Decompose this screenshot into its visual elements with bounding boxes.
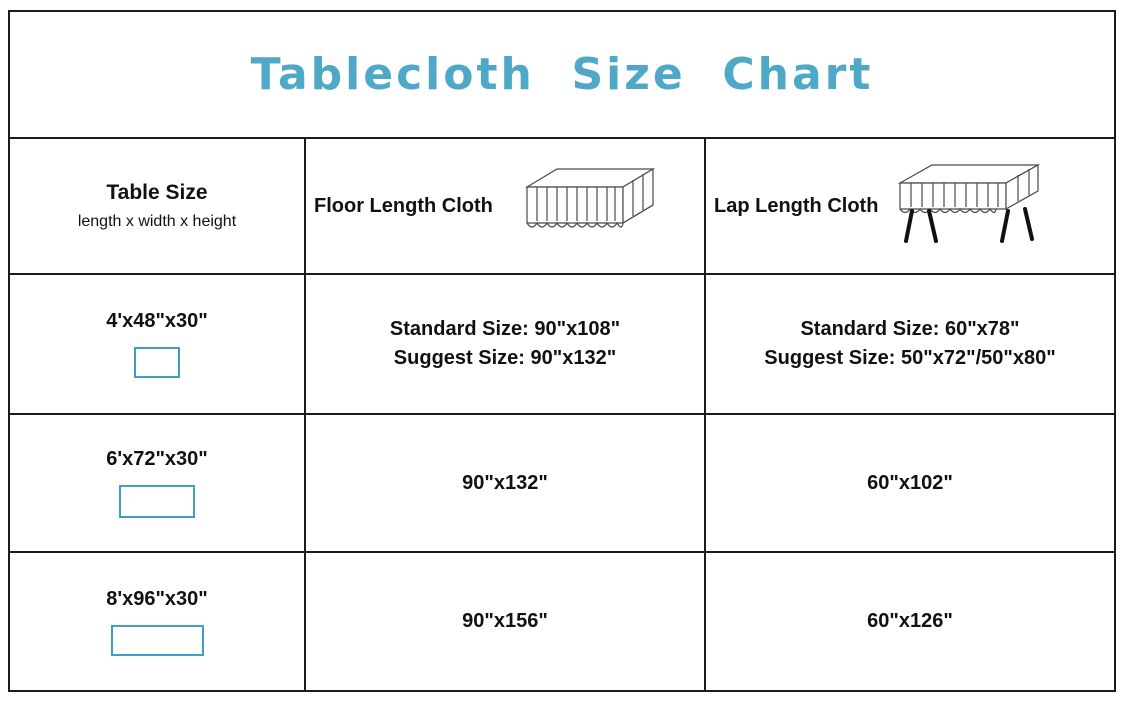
table-row [10, 275, 1114, 415]
floor-length-table-icon [497, 165, 657, 248]
cell-floor-length [306, 415, 706, 551]
lap-length-sizes [764, 315, 1055, 373]
table-swatch-icon [134, 347, 180, 378]
table-size-label: 6'x72"x30" [106, 448, 208, 470]
table-size-label: 8'x96"x30" [106, 587, 208, 610]
cell-floor-length [306, 275, 706, 413]
cell-table-size [10, 275, 306, 413]
floor-length-sizes [390, 315, 620, 373]
header-lap-length-label: Lap Length Cloth [714, 194, 879, 217]
lap-length-table-icon [882, 161, 1057, 252]
table-row [10, 553, 1114, 690]
chart-frame [8, 10, 1116, 692]
header-table-size-main: Table Size [106, 181, 208, 205]
floor-suggest-size: Suggest Size: 90"x132" [393, 347, 617, 369]
floor-length-size: 90"x156" [462, 610, 548, 632]
header-cell-table-size [10, 139, 306, 273]
header-cell-lap-length [706, 139, 1114, 273]
floor-standard-size: Standard Size: 90"x108" [389, 318, 621, 340]
lap-length-size: 60"x102" [867, 471, 953, 494]
table-swatch-icon [119, 485, 195, 518]
table-header-row [10, 139, 1114, 275]
header-floor-length-label: Floor Length Cloth [314, 194, 493, 217]
cell-table-size [10, 553, 306, 690]
title-row [10, 12, 1114, 139]
header-table-size-sub: length x width x height [77, 213, 237, 231]
page-title: Tablecloth Size Chart [250, 49, 874, 100]
lap-suggest-size: Suggest Size: 50"x72"/50"x80" [764, 347, 1056, 369]
table-swatch-icon [111, 625, 204, 656]
cell-table-size [10, 415, 306, 551]
table-row [10, 415, 1114, 553]
cell-lap-length [706, 415, 1114, 551]
cell-floor-length [306, 553, 706, 690]
lap-length-size: 60"x126" [867, 610, 953, 632]
lap-standard-size: Standard Size: 60"x78" [800, 318, 1020, 340]
header-table-size-text [78, 179, 236, 233]
cell-lap-length [706, 553, 1114, 690]
cell-lap-length [706, 275, 1114, 413]
floor-length-size: 90"x132" [462, 471, 548, 494]
table-size-label: 4'x48"x30" [106, 310, 208, 332]
header-cell-floor-length [306, 139, 706, 273]
